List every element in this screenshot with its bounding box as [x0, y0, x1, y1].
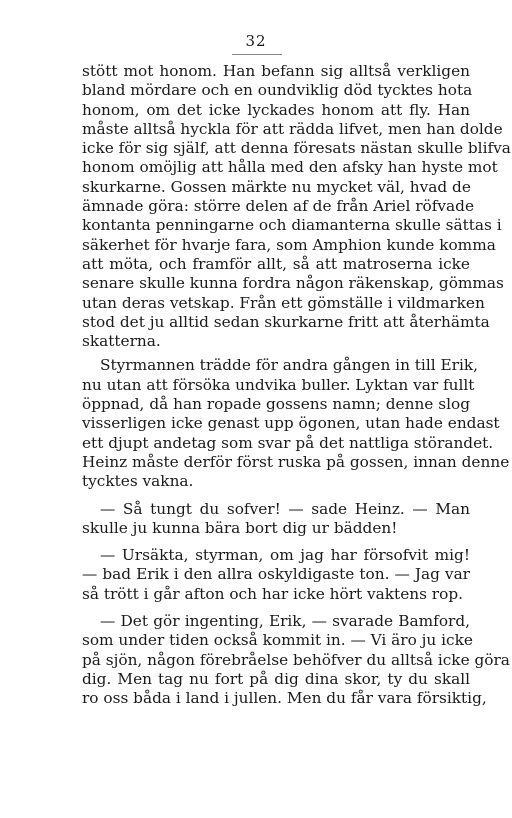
text-line: Styrmannen trädde för andra gången in till Erik, — [100, 356, 478, 375]
text-line: som under tiden också kommit in. — Vi äro ju icke — [82, 631, 473, 650]
text-line: — bad Erik i den allra oskyldigaste ton. — Jag var — [82, 565, 470, 584]
text-line: nu utan att försöka undvika buller. Lyktan var fullt — [82, 375, 475, 394]
text-line: icke för sig själf, att denna föresats nästan skulle blifva — [82, 139, 511, 158]
paragraph-4 — [82, 546, 470, 604]
text-line: tycktes vakna. — [82, 472, 194, 491]
text-line: dig. Men tag nu fort på dig dina skor, ty du skall — [82, 669, 470, 688]
text-line: honom, om det icke lyckades honom att fly. Han — [82, 100, 470, 119]
text-line: bland mördare och en oundviklig död tycktes hota — [82, 81, 473, 100]
text-line: — Ursäkta, styrman, om jag har försofvit mig! — [100, 546, 470, 565]
paragraph-1 — [82, 62, 511, 351]
text-line: så trött i går afton och har icke hört vaktens rop. — [82, 584, 463, 603]
text-line: ämnade göra: större delen af de från Ariel röfvade — [82, 197, 475, 216]
text-line: öppnad, då han ropade gossens namn; denne slog — [82, 395, 470, 414]
paragraph-2 — [82, 356, 510, 491]
text-line: utan deras vetskap. Från ett gömställe i vildmarken — [82, 293, 485, 312]
text-line: senare skulle kunna fordra någon räkenskap, gömmas — [82, 274, 504, 293]
text-line: skulle ju kunna bära bort dig ur bädden! — [82, 518, 398, 537]
text-line: skurkarne. Gossen märkte nu mycket väl, hvad de — [82, 177, 471, 196]
text-line: visserligen icke genast upp ögonen, utan hade endast — [82, 414, 500, 433]
text-line: att möta, och framför allt, så att matroserna icke — [82, 254, 470, 273]
text-line: Heinz måste derför först ruska på gossen, innan denne — [82, 452, 510, 471]
header-rule — [232, 54, 282, 55]
text-line: ett djupt andetag som svar på det nattliga störandet. — [82, 433, 494, 452]
paragraph-3 — [82, 500, 470, 539]
text-line: på sjön, någon förebråelse behöfver du alltså icke göra — [82, 650, 510, 669]
body-text — [82, 62, 511, 709]
page-number: 32 — [245, 32, 267, 50]
text-line: — Det gör ingenting, Erik, — svarade Bamford, — [100, 612, 470, 631]
text-line: skatterna. — [82, 332, 161, 351]
text-line: säkerhet för hvarje fara, som Amphion kunde komma — [82, 235, 496, 254]
text-line: kontanta penningarne och diamanterna skulle sättas i — [82, 216, 502, 235]
text-line: ro oss båda i land i jullen. Men du får vara försiktig, — [82, 689, 487, 708]
text-line: stött mot honom. Han befann sig alltså verkligen — [82, 62, 470, 80]
text-line: — Så tungt du sofver! — sade Heinz. — Man — [100, 499, 470, 518]
paragraph-5 — [82, 612, 510, 708]
text-line: måste alltså hyckla för att rädda lifvet, men han dolde — [82, 119, 503, 138]
text-line: stod det ju alltid sedan skurkarne fritt att återhämta — [82, 312, 490, 331]
text-line: honom omöjlig att hålla med den afsky han hyste mot — [82, 158, 498, 177]
